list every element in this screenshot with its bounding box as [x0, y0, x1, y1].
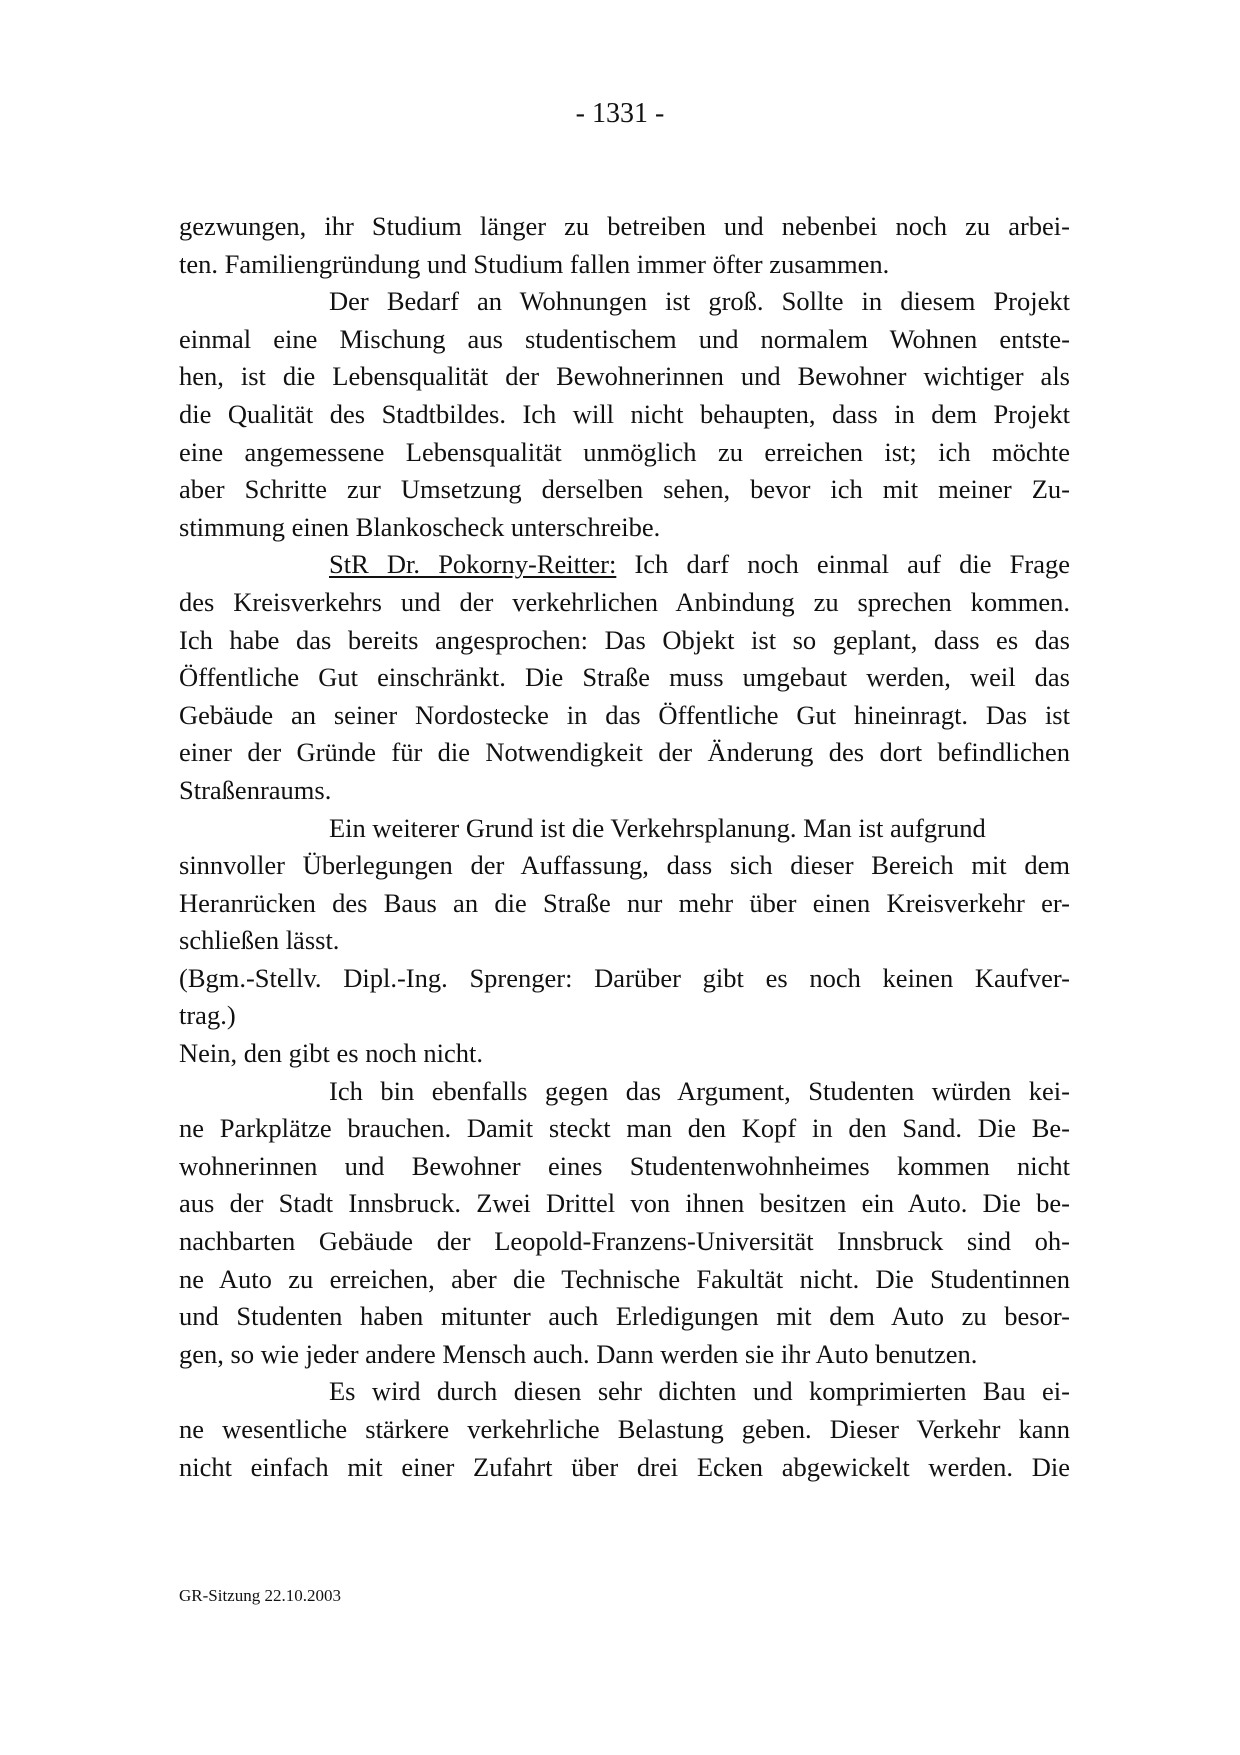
text-line: des Kreisverkehrs und der verkehrlichen Anbindung zu sprechen kommen. [179, 586, 1070, 617]
text-line: nicht einfach mit einer Zufahrt über drei Ecken abgewickelt werden. Die [179, 1451, 1070, 1482]
text-line: wohnerinnen und Bewohner eines Studentenwohnheimes kommen nicht [179, 1150, 1070, 1181]
text-line: einmal eine Mischung aus studentischem und normalem Wohnen entste- [179, 323, 1070, 354]
speaker-name: StR Dr. Pokorny-Reitter: [329, 549, 617, 580]
text-line: ne Auto zu erreichen, aber die Technische Fakultät nicht. Die Studentinnen [179, 1263, 1070, 1294]
text-line: die Qualität des Stadtbildes. Ich will nicht behaupten, dass in dem Projekt [179, 398, 1070, 429]
reply-line: Nein, den gibt es noch nicht. [179, 1038, 483, 1069]
text-line: Gebäude an seiner Nordostecke in das Öffentliche Gut hineinragt. Das ist [179, 699, 1070, 730]
text-line: und Studenten haben mitunter auch Erledigungen mit dem Auto zu besor- [179, 1301, 1070, 1332]
text-line: Es wird durch diesen sehr dichten und komprimierten Bau ei- [329, 1376, 1070, 1407]
text-line: nachbarten Gebäude der Leopold-Franzens-Universität Innsbruck sind oh- [179, 1226, 1070, 1257]
text-line: stimmung einen Blankoscheck unterschreibe. [179, 511, 661, 542]
text-line: Der Bedarf an Wohnungen ist groß. Sollte in diesem Projekt [329, 286, 1070, 317]
text-line: schließen lässt. [179, 925, 340, 956]
text-line: ne Parkplätze brauchen. Damit steckt man den Kopf in den Sand. Die Be- [179, 1113, 1070, 1144]
text-line: Straßenraums. [179, 774, 332, 805]
text-line: eine angemessene Lebensqualität unmöglich zu erreichen ist; ich möchte [179, 436, 1070, 467]
text-line: gen, so wie jeder andere Mensch auch. Dann werden sie ihr Auto benutzen. [179, 1338, 978, 1369]
text-line: ne wesentliche stärkere verkehrliche Belastung geben. Dieser Verkehr kann [179, 1414, 1070, 1444]
text-line: sinnvoller Überlegungen der Auffassung, dass sich dieser Bereich mit dem [179, 850, 1070, 881]
text-line: aber Schritte zur Umsetzung derselben sehen, bevor ich mit meiner Zu- [179, 474, 1070, 505]
text-line: gezwungen, ihr Studium länger zu betreiben und nebenbei noch zu arbei- [179, 211, 1070, 241]
text-line: Heranrücken des Baus an die Straße nur mehr über einen Kreisverkehr er- [179, 887, 1070, 918]
speaker-line-text: Ich darf noch einmal auf die Frage [616, 549, 1071, 580]
text-line: Ein weiterer Grund ist die Verkehrsplanung. Man ist aufgrund [329, 812, 986, 843]
text-line: einer der Gründe für die Notwendigkeit der Änderung des dort befindlichen [179, 737, 1070, 768]
text-line: ten. Familiengründung und Studium fallen immer öfter zusammen. [179, 248, 890, 279]
document-body [179, 208, 1070, 1486]
text-line: hen, ist die Lebensqualität der Bewohnerinnen und Bewohner wichtiger als [179, 361, 1070, 392]
page-footer: GR-Sitzung 22.10.2003 [179, 1586, 341, 1605]
text-line: Ich bin ebenfalls gegen das Argument, Studenten würden kei- [329, 1075, 1070, 1106]
interjection-line: (Bgm.-Stellv. Dipl.-Ing. Sprenger: Darüber gibt es noch keinen Kaufver- [179, 962, 1070, 993]
interjection-line: trag.) [179, 1000, 236, 1031]
page-number: - 1331 - [575, 98, 665, 129]
text-line: aus der Stadt Innsbruck. Zwei Drittel von ihnen besitzen ein Auto. Die be- [179, 1188, 1070, 1219]
text-line: Ich habe das bereits angesprochen: Das Objekt ist so geplant, dass es das [179, 624, 1070, 655]
speaker-line [179, 546, 1070, 584]
text-line: Öffentliche Gut einschränkt. Die Straße muss umgebaut werden, weil das [179, 662, 1070, 693]
